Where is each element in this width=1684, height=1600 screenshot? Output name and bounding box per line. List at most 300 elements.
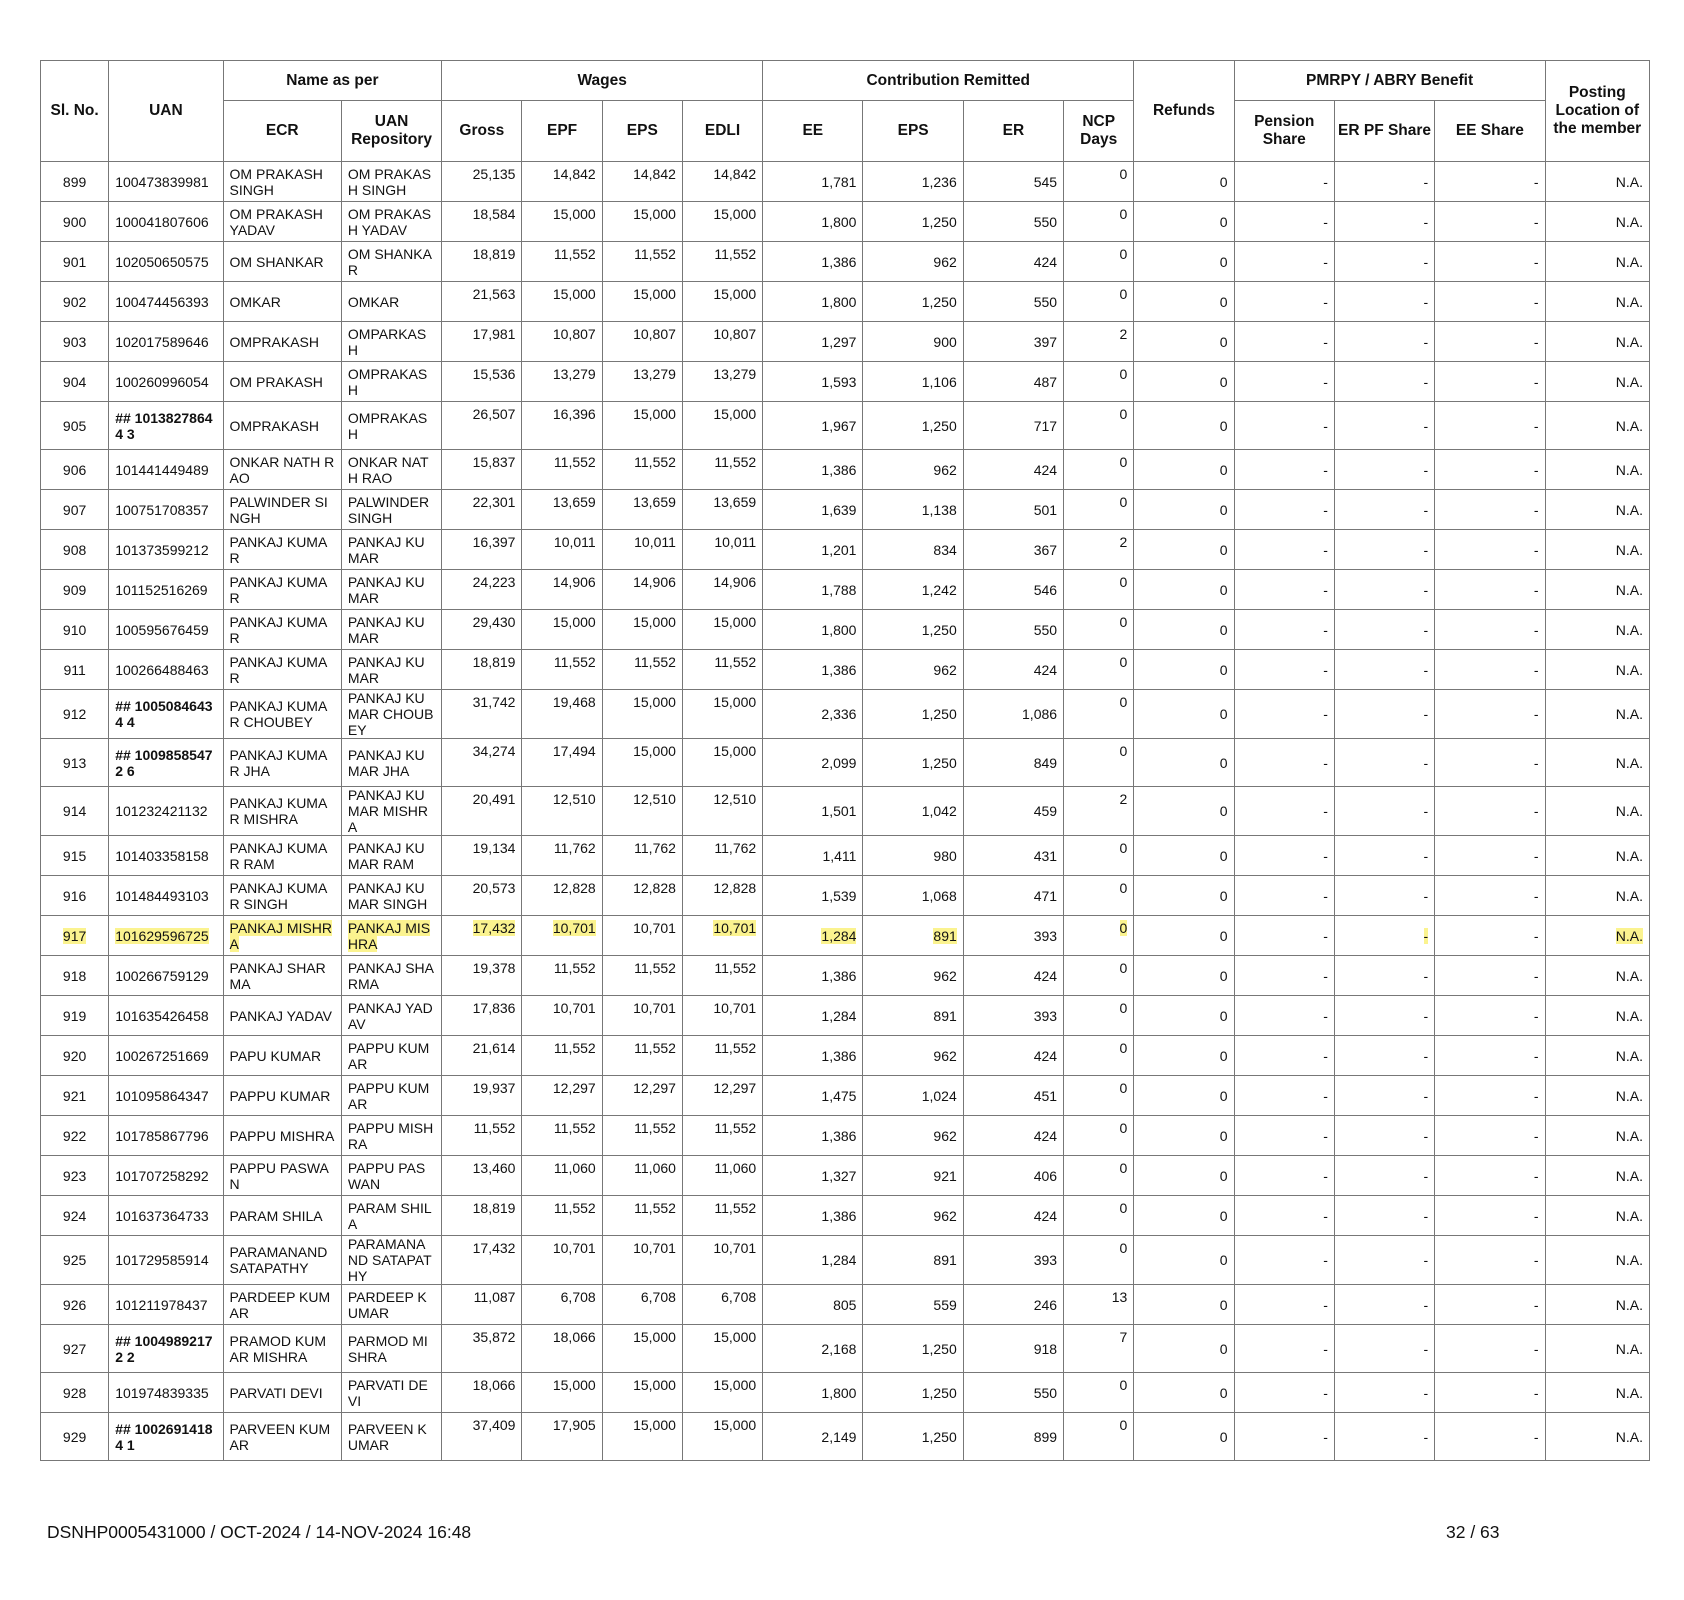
cell-er: 393 [963, 996, 1063, 1036]
cell-ncp-days: 2 [1064, 787, 1134, 836]
cell-gross: 15,536 [442, 362, 522, 402]
cell-gross: 21,563 [442, 282, 522, 322]
cell-er-pf-share: - [1334, 1325, 1434, 1373]
cell-name-repository: OM PRAKASH YADAV [341, 202, 441, 242]
cell-pension-share: - [1234, 450, 1334, 490]
cell-eps-contribution: 1,250 [863, 402, 963, 450]
cell-name-ecr: PANKAJ YADAV [223, 996, 341, 1036]
cell-epf: 14,906 [522, 570, 602, 610]
cell-epf: 17,905 [522, 1413, 602, 1461]
cell-name-ecr: OMPRAKASH [223, 402, 341, 450]
table-row [41, 402, 1650, 450]
cell-name-repository: PAPPU KUMAR [341, 1036, 441, 1076]
cell-name-ecr: PALWINDER SINGH [223, 490, 341, 530]
cell-ee-share: - [1435, 996, 1545, 1036]
cell-ee-share: - [1435, 1196, 1545, 1236]
cell-ee-share: - [1435, 1413, 1545, 1461]
cell-pension-share: - [1234, 162, 1334, 202]
cell-edli: 10,701 [682, 996, 762, 1036]
cell-ee-share: - [1435, 450, 1545, 490]
table-row [41, 162, 1650, 202]
cell-er-pf-share: - [1334, 402, 1434, 450]
table-row [41, 1236, 1650, 1285]
cell-ee-share: - [1435, 570, 1545, 610]
cell-er-pf-share: - [1334, 876, 1434, 916]
cell-er-pf-share: - [1334, 450, 1434, 490]
cell-gross: 31,742 [442, 690, 522, 739]
cell-pension-share: - [1234, 1156, 1334, 1196]
table-row [41, 490, 1650, 530]
cell-epf: 11,552 [522, 450, 602, 490]
cell-name-repository: PANKAJ KUMAR SINGH [341, 876, 441, 916]
cell-sl-no: 911 [41, 650, 109, 690]
cell-posting: N.A. [1545, 202, 1649, 242]
cell-er: 431 [963, 836, 1063, 876]
cell-er: 487 [963, 362, 1063, 402]
cell-ncp-days: 0 [1064, 490, 1134, 530]
highlight-mark: 891 [933, 927, 957, 944]
cell-ee: 1,386 [763, 1196, 863, 1236]
cell-name-repository: OM SHANKAR [341, 242, 441, 282]
cell-refunds: 0 [1134, 1116, 1234, 1156]
cell-sl-no: 915 [41, 836, 109, 876]
col-eps-contribution: EPS [863, 101, 963, 162]
cell-edli: 12,297 [682, 1076, 762, 1116]
cell-ee: 1,501 [763, 787, 863, 836]
cell-sl-no: 921 [41, 1076, 109, 1116]
cell-er-pf-share: - [1334, 739, 1434, 787]
cell-ncp-days [1064, 916, 1134, 956]
cell-posting: N.A. [1545, 1076, 1649, 1116]
cell-uan [109, 916, 223, 956]
cell-er-pf-share: - [1334, 1236, 1434, 1285]
cell-refunds: 0 [1134, 322, 1234, 362]
cell-ncp-days: 0 [1064, 1236, 1134, 1285]
cell-pension-share: - [1234, 876, 1334, 916]
cell-gross: 24,223 [442, 570, 522, 610]
cell-gross: 18,819 [442, 650, 522, 690]
cell-ee: 1,386 [763, 650, 863, 690]
cell-posting: N.A. [1545, 162, 1649, 202]
cell-eps-contribution: 1,024 [863, 1076, 963, 1116]
cell-refunds: 0 [1134, 490, 1234, 530]
cell-name-repository [341, 916, 441, 956]
cell-epf: 12,297 [522, 1076, 602, 1116]
cell-name-repository: PANKAJ KUMAR [341, 570, 441, 610]
cell-eps-contribution: 1,250 [863, 1325, 963, 1373]
cell-eps-contribution: 980 [863, 836, 963, 876]
cell-refunds: 0 [1134, 1325, 1234, 1373]
cell-ncp-days: 0 [1064, 450, 1134, 490]
table-row [41, 739, 1650, 787]
cell-name-repository: PANKAJ KUMAR [341, 650, 441, 690]
cell-gross: 19,937 [442, 1076, 522, 1116]
cell-eps: 15,000 [602, 402, 682, 450]
cell-gross: 20,491 [442, 787, 522, 836]
cell-ee: 1,411 [763, 836, 863, 876]
cell-posting: N.A. [1545, 1116, 1649, 1156]
cell-er: 246 [963, 1285, 1063, 1325]
cell-refunds: 0 [1134, 162, 1234, 202]
cell-refunds: 0 [1134, 1236, 1234, 1285]
cell-edli: 11,552 [682, 450, 762, 490]
cell-posting: N.A. [1545, 836, 1649, 876]
cell-name-repository: OMPRAKASH [341, 362, 441, 402]
cell-posting: N.A. [1545, 450, 1649, 490]
table-row [41, 650, 1650, 690]
cell-gross: 18,819 [442, 1196, 522, 1236]
cell-eps-contribution: 1,138 [863, 490, 963, 530]
cell-ee: 1,327 [763, 1156, 863, 1196]
cell-eps: 11,060 [602, 1156, 682, 1196]
cell-er: 717 [963, 402, 1063, 450]
cell-gross: 34,274 [442, 739, 522, 787]
cell-er-pf-share: - [1334, 1156, 1434, 1196]
cell-name-ecr: PAPPU PASWAN [223, 1156, 341, 1196]
cell-er: 459 [963, 787, 1063, 836]
cell-eps: 13,279 [602, 362, 682, 402]
cell-edli: 15,000 [682, 282, 762, 322]
cell-er-pf-share: - [1334, 1285, 1434, 1325]
cell-ee-share: - [1435, 1373, 1545, 1413]
cell-refunds: 0 [1134, 787, 1234, 836]
cell-posting: N.A. [1545, 530, 1649, 570]
col-ecr: ECR [223, 101, 341, 162]
cell-uan: 101635426458 [109, 996, 223, 1036]
cell-ncp-days: 0 [1064, 739, 1134, 787]
cell-er-pf-share: - [1334, 1036, 1434, 1076]
cell-eps: 12,510 [602, 787, 682, 836]
cell-sl-no: 903 [41, 322, 109, 362]
cell-er: 367 [963, 530, 1063, 570]
cell-eps: 15,000 [602, 1413, 682, 1461]
cell-edli: 11,762 [682, 836, 762, 876]
cell-eps: 10,701 [602, 1236, 682, 1285]
cell-posting: N.A. [1545, 876, 1649, 916]
cell-eps-contribution: 891 [863, 996, 963, 1036]
cell-gross: 37,409 [442, 1413, 522, 1461]
cell-er: 424 [963, 1036, 1063, 1076]
cell-name-repository: PANKAJ SHARMA [341, 956, 441, 996]
cell-uan: ## 10138278644 3 [109, 402, 223, 450]
cell-ee: 2,149 [763, 1413, 863, 1461]
cell-ee-share: - [1435, 836, 1545, 876]
cell-er-pf-share: - [1334, 570, 1434, 610]
table-row [41, 362, 1650, 402]
cell-name-ecr: PANKAJ KUMAR [223, 530, 341, 570]
cell-ee-share: - [1435, 876, 1545, 916]
cell-name-repository: PANKAJ KUMAR MISHRA [341, 787, 441, 836]
cell-er: 406 [963, 1156, 1063, 1196]
cell-er: 424 [963, 650, 1063, 690]
cell-ncp-days: 0 [1064, 1373, 1134, 1413]
cell-name-ecr: PANKAJ KUMAR CHOUBEY [223, 690, 341, 739]
cell-er-pf-share: - [1334, 787, 1434, 836]
cell-uan: ## 10050846434 4 [109, 690, 223, 739]
highlight-mark: 917 [62, 927, 87, 944]
cell-uan: 101974839335 [109, 1373, 223, 1413]
cell-ee: 1,386 [763, 1036, 863, 1076]
cell-ee: 1,788 [763, 570, 863, 610]
cell-eps: 11,552 [602, 1196, 682, 1236]
cell-eps: 15,000 [602, 1325, 682, 1373]
cell-ee: 1,800 [763, 610, 863, 650]
cell-name-repository: PARMOD MISHRA [341, 1325, 441, 1373]
cell-epf: 13,659 [522, 490, 602, 530]
cell-sl-no: 905 [41, 402, 109, 450]
cell-uan: ## 10026914184 1 [109, 1413, 223, 1461]
cell-uan: 101232421132 [109, 787, 223, 836]
cell-sl-no: 909 [41, 570, 109, 610]
cell-er-pf-share: - [1334, 242, 1434, 282]
cell-ee-share: - [1435, 916, 1545, 956]
cell-er-pf-share: - [1334, 490, 1434, 530]
cell-ncp-days: 0 [1064, 690, 1134, 739]
cell-ncp-days: 0 [1064, 876, 1134, 916]
cell-uan: 100474456393 [109, 282, 223, 322]
cell-eps: 6,708 [602, 1285, 682, 1325]
highlight-mark: PANKAJ MISHRA [347, 919, 431, 952]
cell-posting: N.A. [1545, 570, 1649, 610]
col-ee-share: EE Share [1435, 101, 1545, 162]
contribution-table [40, 60, 1650, 1461]
cell-edli: 15,000 [682, 402, 762, 450]
cell-eps: 12,828 [602, 876, 682, 916]
table-row [41, 1325, 1650, 1373]
table-row [41, 1076, 1650, 1116]
cell-edli: 15,000 [682, 1325, 762, 1373]
cell-pension-share: - [1234, 1373, 1334, 1413]
col-sl-no: Sl. No. [41, 61, 109, 162]
cell-sl-no: 899 [41, 162, 109, 202]
table-row [41, 322, 1650, 362]
cell-ee: 1,386 [763, 1116, 863, 1156]
cell-sl-no: 925 [41, 1236, 109, 1285]
cell-eps: 10,011 [602, 530, 682, 570]
cell-name-repository: PARAM SHILA [341, 1196, 441, 1236]
cell-ee-share: - [1435, 1285, 1545, 1325]
cell-eps: 10,807 [602, 322, 682, 362]
highlight-mark: - [1423, 927, 1429, 944]
cell-refunds: 0 [1134, 362, 1234, 402]
cell-edli: 14,906 [682, 570, 762, 610]
cell-ee-share: - [1435, 1116, 1545, 1156]
col-gross: Gross [442, 101, 522, 162]
cell-name-ecr: PANKAJ KUMAR SINGH [223, 876, 341, 916]
cell-uan: ## 10049892172 2 [109, 1325, 223, 1373]
col-posting: Posting Location of the member [1545, 61, 1649, 162]
cell-gross: 26,507 [442, 402, 522, 450]
cell-edli: 15,000 [682, 690, 762, 739]
cell-posting: N.A. [1545, 322, 1649, 362]
cell-eps: 15,000 [602, 739, 682, 787]
cell-ee: 1,284 [763, 996, 863, 1036]
cell-pension-share: - [1234, 956, 1334, 996]
cell-ee-share: - [1435, 956, 1545, 996]
cell-epf: 11,060 [522, 1156, 602, 1196]
cell-eps-contribution: 1,250 [863, 690, 963, 739]
cell-sl-no: 908 [41, 530, 109, 570]
cell-er: 550 [963, 1373, 1063, 1413]
cell-eps-contribution: 1,042 [863, 787, 963, 836]
cell-ee: 1,639 [763, 490, 863, 530]
cell-sl-no: 906 [41, 450, 109, 490]
cell-refunds: 0 [1134, 1285, 1234, 1325]
cell-refunds: 0 [1134, 530, 1234, 570]
table-row [41, 916, 1650, 956]
cell-eps-contribution: 962 [863, 1116, 963, 1156]
cell-ee: 1,386 [763, 242, 863, 282]
cell-ncp-days: 0 [1064, 996, 1134, 1036]
cell-posting: N.A. [1545, 690, 1649, 739]
cell-name-ecr: PAPPU MISHRA [223, 1116, 341, 1156]
cell-pension-share: - [1234, 570, 1334, 610]
cell-er-pf-share: - [1334, 202, 1434, 242]
cell-name-repository: PARVATI DEVI [341, 1373, 441, 1413]
cell-refunds: 0 [1134, 1413, 1234, 1461]
cell-edli: 12,510 [682, 787, 762, 836]
cell-gross: 19,378 [442, 956, 522, 996]
cell-uan: 101095864347 [109, 1076, 223, 1116]
cell-posting: N.A. [1545, 362, 1649, 402]
cell-edli: 10,011 [682, 530, 762, 570]
cell-epf: 14,842 [522, 162, 602, 202]
cell-gross: 19,134 [442, 836, 522, 876]
highlight-mark: 0 [1119, 920, 1128, 936]
cell-eps-contribution: 1,242 [863, 570, 963, 610]
cell-posting: N.A. [1545, 1413, 1649, 1461]
cell-edli: 10,807 [682, 322, 762, 362]
cell-ncp-days: 0 [1064, 202, 1134, 242]
cell-gross: 29,430 [442, 610, 522, 650]
cell-epf: 11,552 [522, 1196, 602, 1236]
cell-eps: 10,701 [602, 916, 682, 956]
cell-name-repository: OMPRAKASH [341, 402, 441, 450]
cell-pension-share: - [1234, 836, 1334, 876]
cell-er-pf-share: - [1334, 282, 1434, 322]
cell-pension-share: - [1234, 322, 1334, 362]
table-row [41, 996, 1650, 1036]
cell-gross: 35,872 [442, 1325, 522, 1373]
cell-er: 545 [963, 162, 1063, 202]
cell-pension-share: - [1234, 1196, 1334, 1236]
cell-name-ecr: PRAMOD KUMAR MISHRA [223, 1325, 341, 1373]
cell-eps: 11,762 [602, 836, 682, 876]
cell-ee: 2,168 [763, 1325, 863, 1373]
cell-name-ecr: PANKAJ KUMAR RAM [223, 836, 341, 876]
cell-name-ecr: OM SHANKAR [223, 242, 341, 282]
cell-edli: 14,842 [682, 162, 762, 202]
cell-er: 918 [963, 1325, 1063, 1373]
table-row [41, 956, 1650, 996]
cell-er-pf-share: - [1334, 956, 1434, 996]
cell-sl-no: 902 [41, 282, 109, 322]
cell-ncp-days: 0 [1064, 402, 1134, 450]
cell-edli: 15,000 [682, 202, 762, 242]
table-row [41, 836, 1650, 876]
cell-ee-share: - [1435, 282, 1545, 322]
cell-ncp-days: 7 [1064, 1325, 1134, 1373]
cell-pension-share: - [1234, 787, 1334, 836]
cell-sl-no: 927 [41, 1325, 109, 1373]
cell-ee-share: - [1435, 787, 1545, 836]
cell-ee-share: - [1435, 1236, 1545, 1285]
col-group-contribution: Contribution Remitted [763, 61, 1134, 101]
cell-er-pf-share: - [1334, 322, 1434, 362]
cell-eps-contribution: 962 [863, 450, 963, 490]
cell-pension-share: - [1234, 242, 1334, 282]
cell-name-ecr: OMPRAKASH [223, 322, 341, 362]
cell-ee: 1,967 [763, 402, 863, 450]
cell-ncp-days: 0 [1064, 650, 1134, 690]
cell-epf: 15,000 [522, 202, 602, 242]
cell-er: 899 [963, 1413, 1063, 1461]
cell-edli: 11,552 [682, 1196, 762, 1236]
cell-ee-share: - [1435, 739, 1545, 787]
cell-uan: 101373599212 [109, 530, 223, 570]
cell-er: 424 [963, 1196, 1063, 1236]
cell-er-pf-share: - [1334, 362, 1434, 402]
cell-epf: 15,000 [522, 1373, 602, 1413]
cell-ee [763, 916, 863, 956]
cell-ncp-days: 0 [1064, 570, 1134, 610]
cell-pension-share: - [1234, 362, 1334, 402]
cell-pension-share: - [1234, 650, 1334, 690]
cell-name-repository: PANKAJ KUMAR JHA [341, 739, 441, 787]
cell-ee-share: - [1435, 530, 1545, 570]
cell-ee-share: - [1435, 162, 1545, 202]
col-er: ER [963, 101, 1063, 162]
cell-sl-no: 919 [41, 996, 109, 1036]
cell-ee: 1,539 [763, 876, 863, 916]
cell-eps: 14,906 [602, 570, 682, 610]
cell-sl-no: 918 [41, 956, 109, 996]
cell-sl-no: 928 [41, 1373, 109, 1413]
cell-eps-contribution: 834 [863, 530, 963, 570]
cell-gross: 13,460 [442, 1156, 522, 1196]
cell-name-ecr: PAPPU KUMAR [223, 1076, 341, 1116]
col-uan-repository: UAN Repository [341, 101, 441, 162]
table-row [41, 282, 1650, 322]
cell-edli: 15,000 [682, 1373, 762, 1413]
cell-er: 546 [963, 570, 1063, 610]
cell-uan: 101403358158 [109, 836, 223, 876]
cell-uan: 101484493103 [109, 876, 223, 916]
cell-uan: 101707258292 [109, 1156, 223, 1196]
cell-eps: 15,000 [602, 202, 682, 242]
cell-ncp-days: 0 [1064, 1036, 1134, 1076]
cell-ee-share: - [1435, 490, 1545, 530]
cell-edli: 11,552 [682, 1116, 762, 1156]
cell-pension-share: - [1234, 1236, 1334, 1285]
cell-ncp-days: 0 [1064, 1196, 1134, 1236]
cell-name-ecr: OMKAR [223, 282, 341, 322]
cell-posting: N.A. [1545, 739, 1649, 787]
cell-name-ecr: PARVEEN KUMAR [223, 1413, 341, 1461]
cell-uan: 100266759129 [109, 956, 223, 996]
table-row [41, 690, 1650, 739]
cell-er-pf-share: - [1334, 1413, 1434, 1461]
table-row [41, 1413, 1650, 1461]
cell-edli: 11,552 [682, 1036, 762, 1076]
table-row [41, 1036, 1650, 1076]
cell-ee: 1,781 [763, 162, 863, 202]
cell-er-pf-share: - [1334, 1076, 1434, 1116]
cell-pension-share: - [1234, 610, 1334, 650]
cell-refunds: 0 [1134, 1156, 1234, 1196]
cell-refunds: 0 [1134, 690, 1234, 739]
cell-edli: 11,552 [682, 650, 762, 690]
